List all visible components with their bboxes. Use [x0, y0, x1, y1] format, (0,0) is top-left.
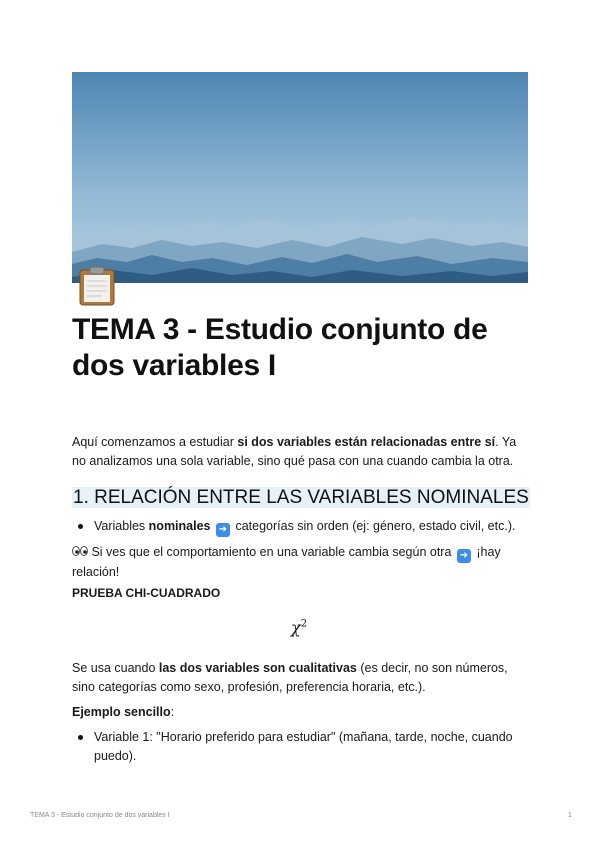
- bullet-text-end: categorías sin orden (ej: género, estado civil, etc.).: [231, 519, 516, 533]
- bullet-dot: [78, 735, 83, 740]
- usage-paragraph: [72, 659, 528, 697]
- intro-bold-text: si dos variables están relacionadas entre sí: [237, 435, 496, 449]
- usage-bold-text: las dos variables son cualitativas: [158, 661, 357, 675]
- page-number: 1: [568, 812, 572, 819]
- section-heading: [72, 486, 530, 510]
- note-paragraph: [72, 543, 528, 582]
- test-heading: PRUEBA CHI-CUADRADO: [72, 586, 221, 600]
- eyes-icon: [72, 545, 88, 557]
- example-heading-colon: :: [170, 705, 175, 719]
- example-heading-text: Ejemplo sencillo: [72, 705, 171, 719]
- right-arrow-icon: ➜: [216, 523, 230, 537]
- right-arrow-icon: ➜: [457, 549, 471, 563]
- intro-text-end: . Ya no analizamos una sola variable, sino qué pasa con una cuando cambia la otra.: [72, 435, 517, 468]
- clipboard-icon: [78, 266, 116, 306]
- list-item-text: [94, 517, 528, 537]
- example-heading: [72, 703, 528, 722]
- formula-symbol: χ: [291, 618, 301, 637]
- intro-paragraph: [72, 433, 528, 471]
- cover-image: [72, 72, 528, 283]
- formula: [291, 618, 307, 637]
- note-text: Si ves que el comportamiento en una variable cambia según otra: [88, 545, 455, 559]
- bullet-text: Variables: [94, 519, 149, 533]
- footer-title: TEMA 3 - Estudio conjunto de dos variables I: [30, 812, 170, 819]
- note-text-end: ¡hay relación!: [72, 545, 501, 579]
- list-item-text: Variable 1: "Horario preferido para estudiar" (mañana, tarde, noche, cuando puedo).: [94, 730, 513, 763]
- formula-exponent: 2: [300, 618, 308, 630]
- usage-text: Se usa cuando: [72, 661, 159, 675]
- bullet-bold-text: nominales: [148, 519, 211, 533]
- intro-text: Aquí comenzamos a estudiar: [72, 435, 238, 449]
- bullet-dot: [78, 524, 83, 529]
- page-title: TEMA 3 - Estudio conjunto de dos variables I: [72, 313, 488, 382]
- mountain-landscape-image: [72, 72, 528, 283]
- usage-text-end: (es decir, no son números, sino categorías como sexo, profesión, preferencia horaria, etc.).: [72, 661, 508, 694]
- section-heading-text: 1. RELACIÓN ENTRE LAS VARIABLES NOMINALES: [73, 487, 529, 508]
